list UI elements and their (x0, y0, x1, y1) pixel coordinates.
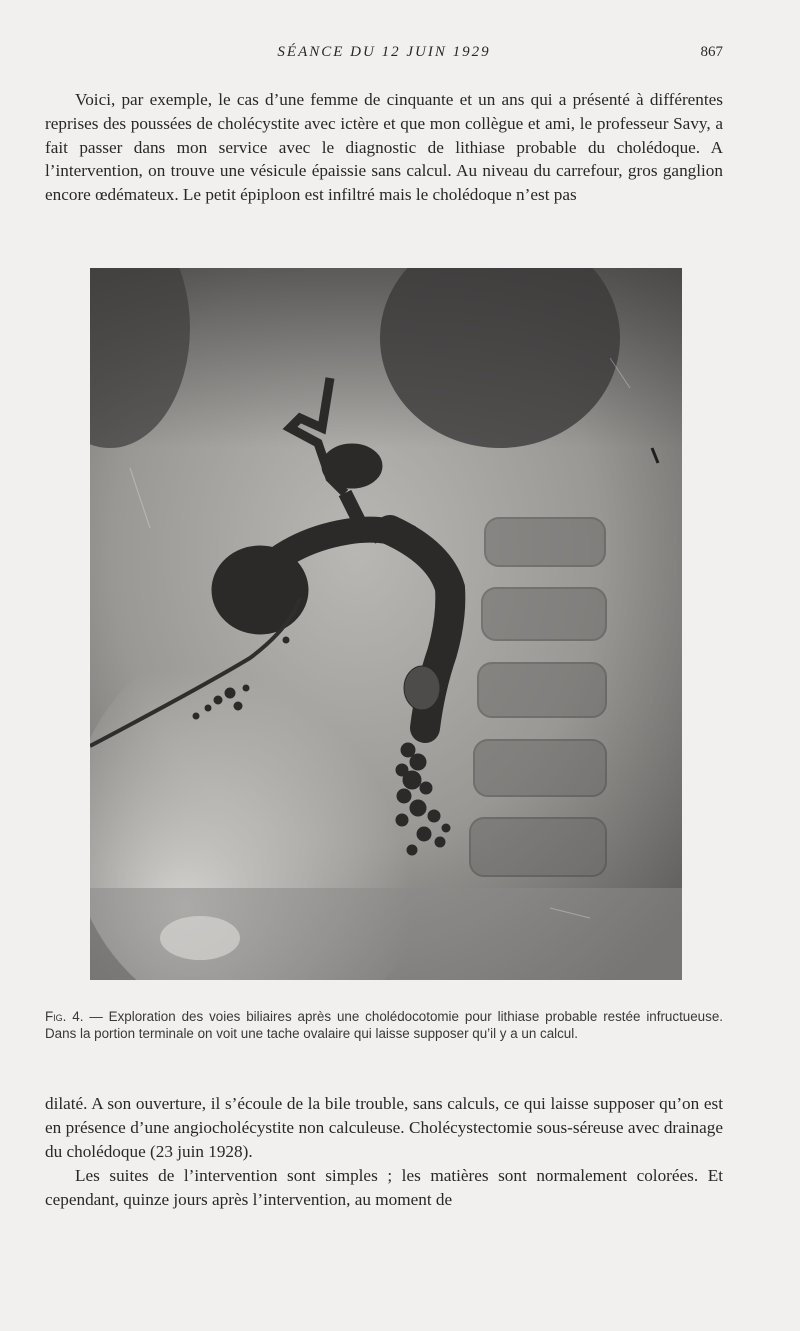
radiograph-image (90, 268, 682, 980)
page-header (45, 44, 723, 66)
figure-label: Fig. 4. (45, 1009, 84, 1024)
radiograph-figure (90, 268, 682, 980)
figure-caption-text: — Exploration des voies biliaires après une cholédocotomie pour lithiase probable restée infructueuse. Dans la portion terminale on voit une tache ovalaire qui laisse supposer qu’il y a un calcul. (45, 1009, 723, 1041)
running-title: SÉANCE DU 12 JUIN 1929 (277, 44, 491, 60)
body-paragraph-3: Les suites de l’intervention sont simples ; les matières sont normalement colorées. Et cependant, quinze jours après l’intervention, au moment de (45, 1166, 723, 1209)
body-paragraph-1: Voici, par exemple, le cas d’une femme de cinquante et un ans qui a présenté à différentes reprises des poussées de cholécystite avec ictère et que mon collègue et ami, le professeur Savy, a fait passer dans mon service avec le diagnostic de lithiase probable du cholédoque. A l’intervention, on trouve une vésicule épaissie sans calcul. Au niveau du carrefour, gros ganglion encore œdémateux. Le petit épiploon est infiltré mais le cholédoque n’est pas (45, 90, 723, 205)
body-paragraph-2: dilaté. A son ouverture, il s’écoule de la bile trouble, sans calculs, ce qui laisse supposer qu’on est en présence d’une angiocholécystite non calculeuse. Cholécystectomie sous-séreuse avec drainage du cholédoque (23 juin 1928). (45, 1094, 723, 1161)
figure-caption (45, 1008, 723, 1042)
page-number: 867 (700, 44, 723, 60)
